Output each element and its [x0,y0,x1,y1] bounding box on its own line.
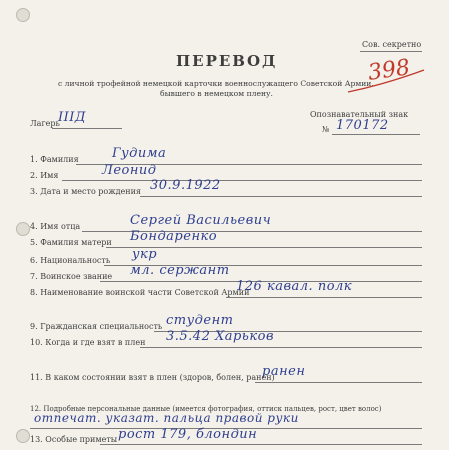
id-tag-prefix: № [322,125,330,134]
field-number: 7. [30,272,38,281]
birth-value: 30.9.1922 [150,178,221,193]
field-line [100,444,422,445]
field-number: 9. [30,322,38,331]
personal-data-label: Подробные персональные данные (имеется фотография, оттиск пальцев, рост, цвет волос) [43,405,382,413]
field-line [140,196,422,197]
field-number: 2. [30,171,38,180]
punch-hole-icon [16,8,30,22]
unit-value: 126 кавал. полк [236,279,353,294]
id-tag-line [332,134,420,135]
rank-value: мл. сержант [130,263,230,278]
captured-value: 3.5.42 Харьков [166,329,275,344]
mother-surname-label: Фамилия матери [40,238,112,247]
field-line [226,297,422,298]
id-tag-label: Опознавательный знак [310,110,409,119]
nationality-label: Национальность [40,256,111,265]
nationality-value: укр [132,247,158,262]
father-name-label: Имя отца [40,222,81,231]
field-line [140,347,422,348]
unit-label: Наименование воинской части Советской Армии [40,288,250,297]
classification-stamp: Сов. секретно [362,40,422,49]
subtitle-line-2: бывшего в немецком плену. [160,89,273,98]
field-number: 10. [30,338,43,347]
surname-label: Фамилия [40,155,79,164]
field-number: 4. [30,222,38,231]
classification-underline [360,51,422,52]
field-number: 8. [30,288,38,297]
father-name-value: Сергей Васильевич [130,213,272,228]
page-title: ПЕРЕВОД [176,52,278,70]
red-ink-underline-icon [346,66,426,96]
field-number: 11. [30,373,43,382]
personal-data-value: отпечат. указат. пальца правой руки [34,411,299,425]
camp-value: IIIД [58,110,86,125]
red-ink-number: 398 [366,55,412,86]
special-features-value: рост 179, блондин [118,427,258,442]
civil-specialty-label: Гражданская специальность [40,322,163,331]
birth-label: Дата и место рождения [40,187,141,196]
captured-label: Когда и где взят в плен [45,338,146,347]
special-features-label: Особые приметы [45,435,118,444]
camp-line [52,128,122,129]
subtitle-line-1: с личной трофейной немецкой карточки военнослужащего Советской Армии, [58,79,374,88]
field-number: 6. [30,256,38,265]
field-number: 12. [30,405,42,413]
punch-hole-icon [16,222,30,236]
field-number: 3. [30,187,38,196]
first-name-label: Имя [40,171,59,180]
condition-value: ранен [262,364,306,379]
surname-value: Гудима [112,146,167,161]
first-name-value: Леонид [102,163,157,178]
field-line [62,180,422,181]
condition-label: В каком состоянии взят в плен (здоров, болен, ранен) [45,373,275,382]
civil-specialty-value: студент [166,313,234,328]
field-number: 1. [30,155,38,164]
camp-label: Лагерь [30,119,60,128]
field-number: 13. [30,435,43,444]
field-line [255,382,422,383]
id-tag-value: 170172 [336,118,389,133]
field-number: 5. [30,238,38,247]
rank-label: Воинское звание [40,272,113,281]
punch-hole-icon [16,429,30,443]
mother-surname-value: Бондаренко [130,229,218,244]
